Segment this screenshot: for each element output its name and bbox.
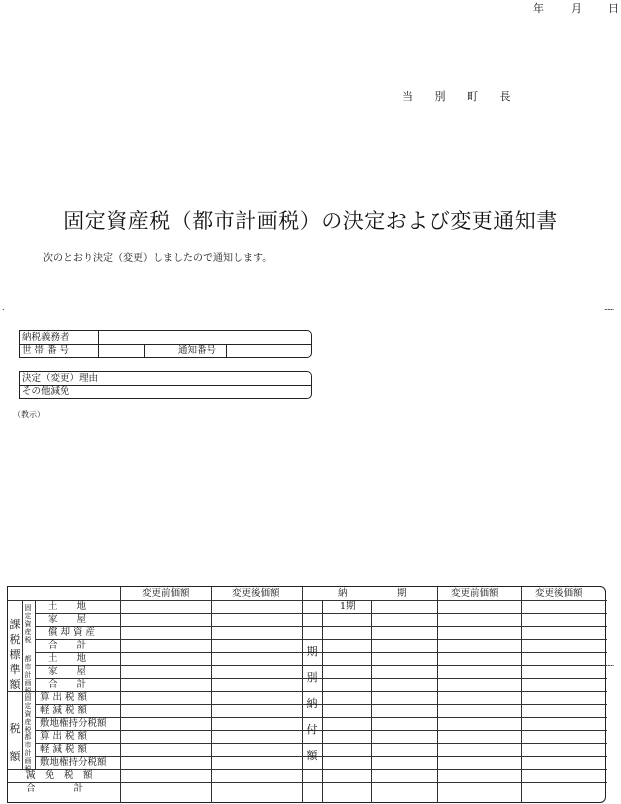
margin-mark-left: . (2, 303, 5, 312)
city-planning-tax-label: 都市計画税 (24, 655, 32, 695)
row-exemption-amount: 減 免 税 額 (26, 770, 93, 781)
first-period-label: 1期 (340, 601, 356, 612)
row-subtotal: 合 計 (48, 640, 87, 651)
header-after-value: 変更後価額 (232, 588, 280, 599)
year-label: 年 (533, 2, 544, 15)
row-land: 土 地 (48, 601, 87, 612)
header-before-value: 変更前価額 (142, 588, 190, 599)
day-label: 日 (608, 2, 619, 15)
row-grand-total: 合 計 (26, 783, 84, 794)
lead-text: 次のとおり決定（変更）しましたので通知します。 (43, 253, 273, 264)
instruction-label: （教示） (13, 410, 45, 419)
header-payment: 納 (338, 588, 348, 599)
payer-box (19, 330, 312, 358)
margin-mark-right-lower: ...... (604, 659, 614, 668)
margin-mark-right: ...... (604, 303, 614, 312)
notice-number-label: 通知番号 (178, 345, 217, 356)
row-reduced-tax: 軽 減 税 額 (40, 705, 88, 716)
reason-label: 決定（変更）理由 (22, 373, 99, 384)
issuer: 当 別 町 長 (402, 90, 520, 103)
row-depreciable-assets: 償 却 資 産 (48, 627, 96, 638)
city-planning-tax-label-2: 都市計画税 (24, 733, 32, 773)
household-row (20, 344, 311, 357)
period-payment-label: 期別納付額 (306, 645, 318, 762)
row-computed-tax: 算 出 税 額 (40, 692, 88, 703)
row-house: 家 屋 (48, 614, 87, 625)
row-site-right-tax: 敷地権持分税額 (40, 718, 107, 729)
row-land-city: 土 地 (48, 653, 87, 664)
row-computed-tax-city: 算 出 税 額 (40, 731, 88, 742)
other-exemption-row (20, 385, 311, 398)
divider (226, 344, 227, 357)
fixed-asset-tax-label-2: 固定資産税 (24, 694, 32, 734)
header-after-value-right: 変更後価額 (535, 588, 583, 599)
month-label: 月 (571, 2, 582, 15)
other-exemption-label: その他減免 (22, 386, 70, 397)
household-label: 世 帯 番 号 (22, 345, 70, 356)
row-site-right-tax-city: 敷地権持分税額 (40, 757, 107, 768)
divider (98, 331, 99, 344)
divider (98, 344, 99, 357)
taxpayer-row (20, 331, 311, 345)
reason-row (20, 372, 311, 386)
row-house-city: 家 屋 (48, 666, 87, 677)
reason-box (19, 371, 312, 399)
tax-table (7, 586, 606, 803)
header-period: 期 (397, 588, 407, 599)
row-subtotal-city: 合 計 (48, 679, 87, 690)
header-before-value-right: 変更前価額 (451, 588, 499, 599)
row-reduced-tax-city: 軽 減 税 額 (40, 744, 88, 755)
taxpayer-label: 納税義務者 (22, 332, 70, 343)
standard-amount-group-label: 課税標準額 (9, 618, 21, 691)
document-title: 固定資産税（都市計画税）の決定および変更通知書 (63, 209, 558, 233)
tax-amount-group-label: 税額 (9, 722, 21, 763)
fixed-asset-tax-label: 固定資産税 (24, 604, 32, 644)
divider (144, 344, 145, 357)
